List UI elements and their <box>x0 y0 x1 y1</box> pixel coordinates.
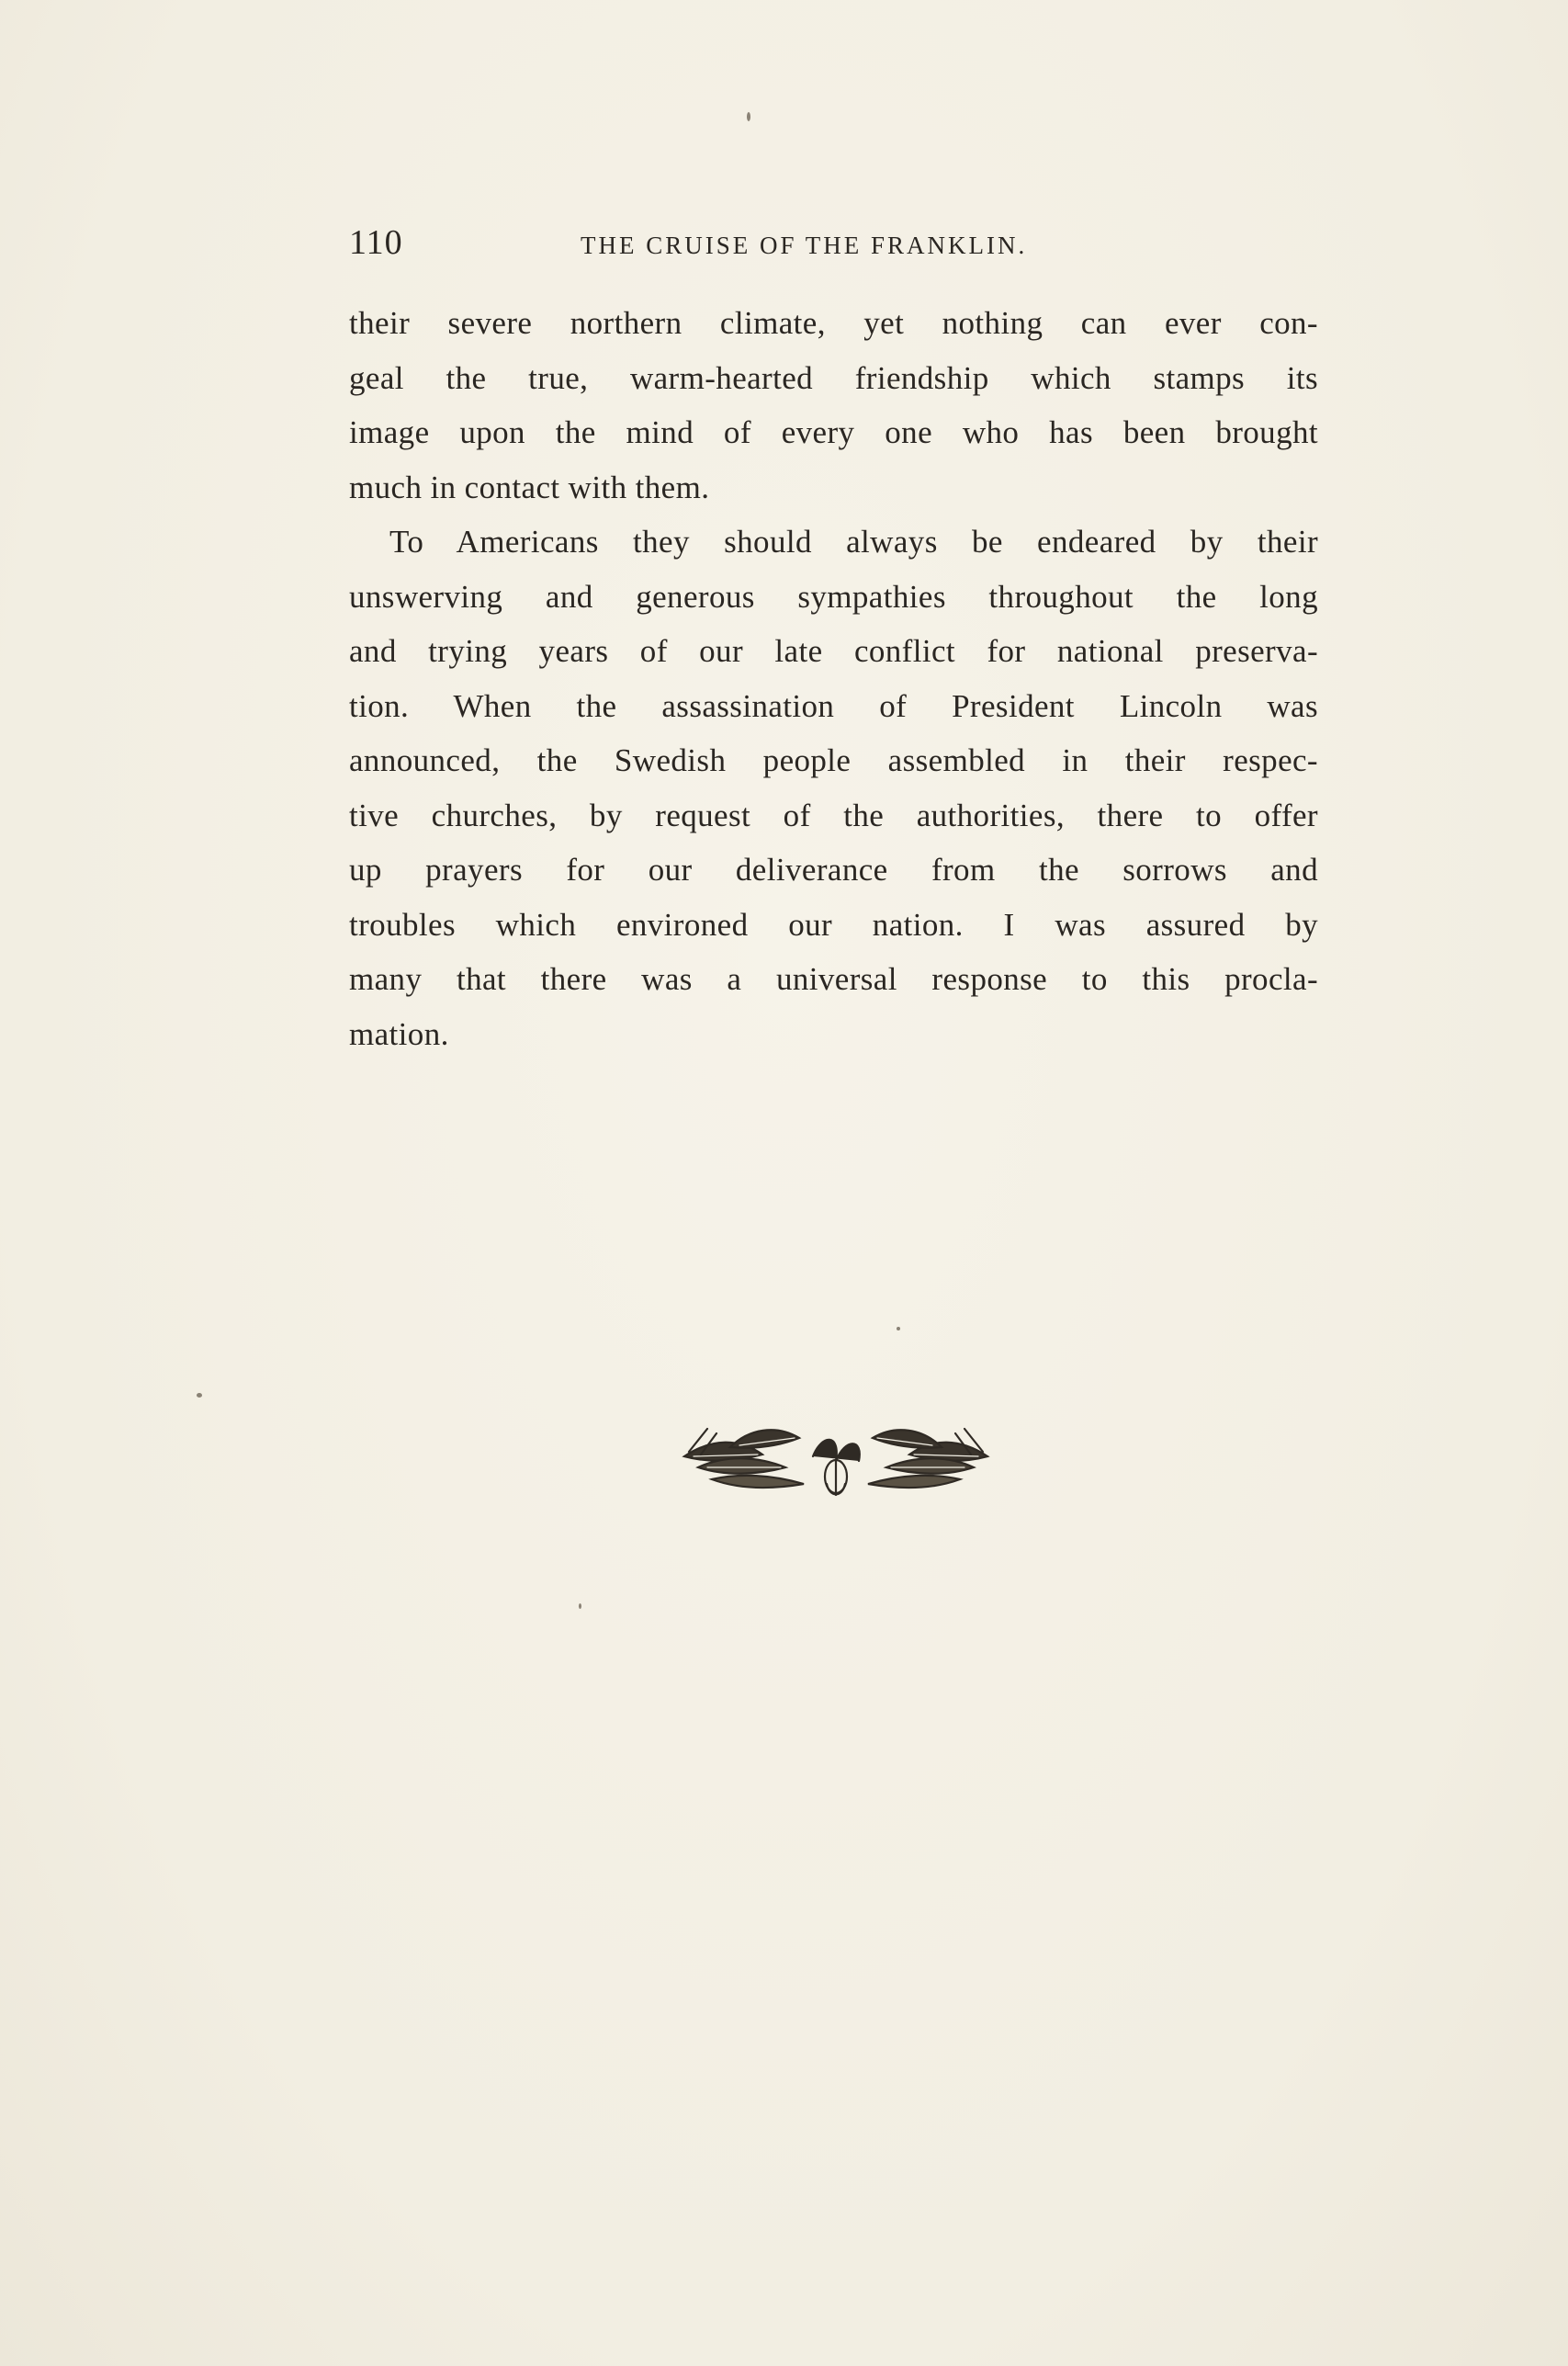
text-line: their severe northern climate, yet nothing can ever con- <box>349 305 1318 341</box>
text-line: unswerving and generous sympathies throughout the long <box>349 578 1318 615</box>
text-line: tion. When the assassination of President Lincoln was <box>349 687 1318 724</box>
text-line: announced, the Swedish people assembled in their respec- <box>349 742 1318 778</box>
paragraph-2 <box>349 515 1318 1061</box>
text-line: and trying years of our late conflict for national preserva- <box>349 633 1318 669</box>
text-line: tive churches, by request of the authorities, there to offer <box>349 797 1318 833</box>
text-line: many that there was a universal response to this procla- <box>349 961 1318 997</box>
text-line: geal the true, warm-hearted friendship which stamps its <box>349 359 1318 396</box>
page-header <box>349 222 1318 268</box>
text-line: troubles which environed our nation. I was assured by <box>349 906 1318 943</box>
paper-speck <box>579 1603 581 1609</box>
running-head: THE CRUISE OF THE FRANKLIN. <box>581 232 1028 259</box>
paper-speck <box>197 1393 202 1398</box>
body-text <box>349 296 1318 1061</box>
page-number: 110 <box>349 223 403 262</box>
paper-speck <box>897 1327 900 1330</box>
text-line: much in contact with them. <box>349 469 710 505</box>
paper-speck <box>747 112 750 121</box>
floral-tailpiece-icon <box>675 1410 997 1511</box>
text-line: To Americans they should always be endeared by their <box>389 524 1318 560</box>
text-line: image upon the mind of every one who has been brought <box>349 414 1318 450</box>
paragraph-1 <box>349 296 1318 515</box>
text-line: mation. <box>349 1015 449 1052</box>
text-line: up prayers for our deliverance from the sorrows and <box>349 852 1318 888</box>
